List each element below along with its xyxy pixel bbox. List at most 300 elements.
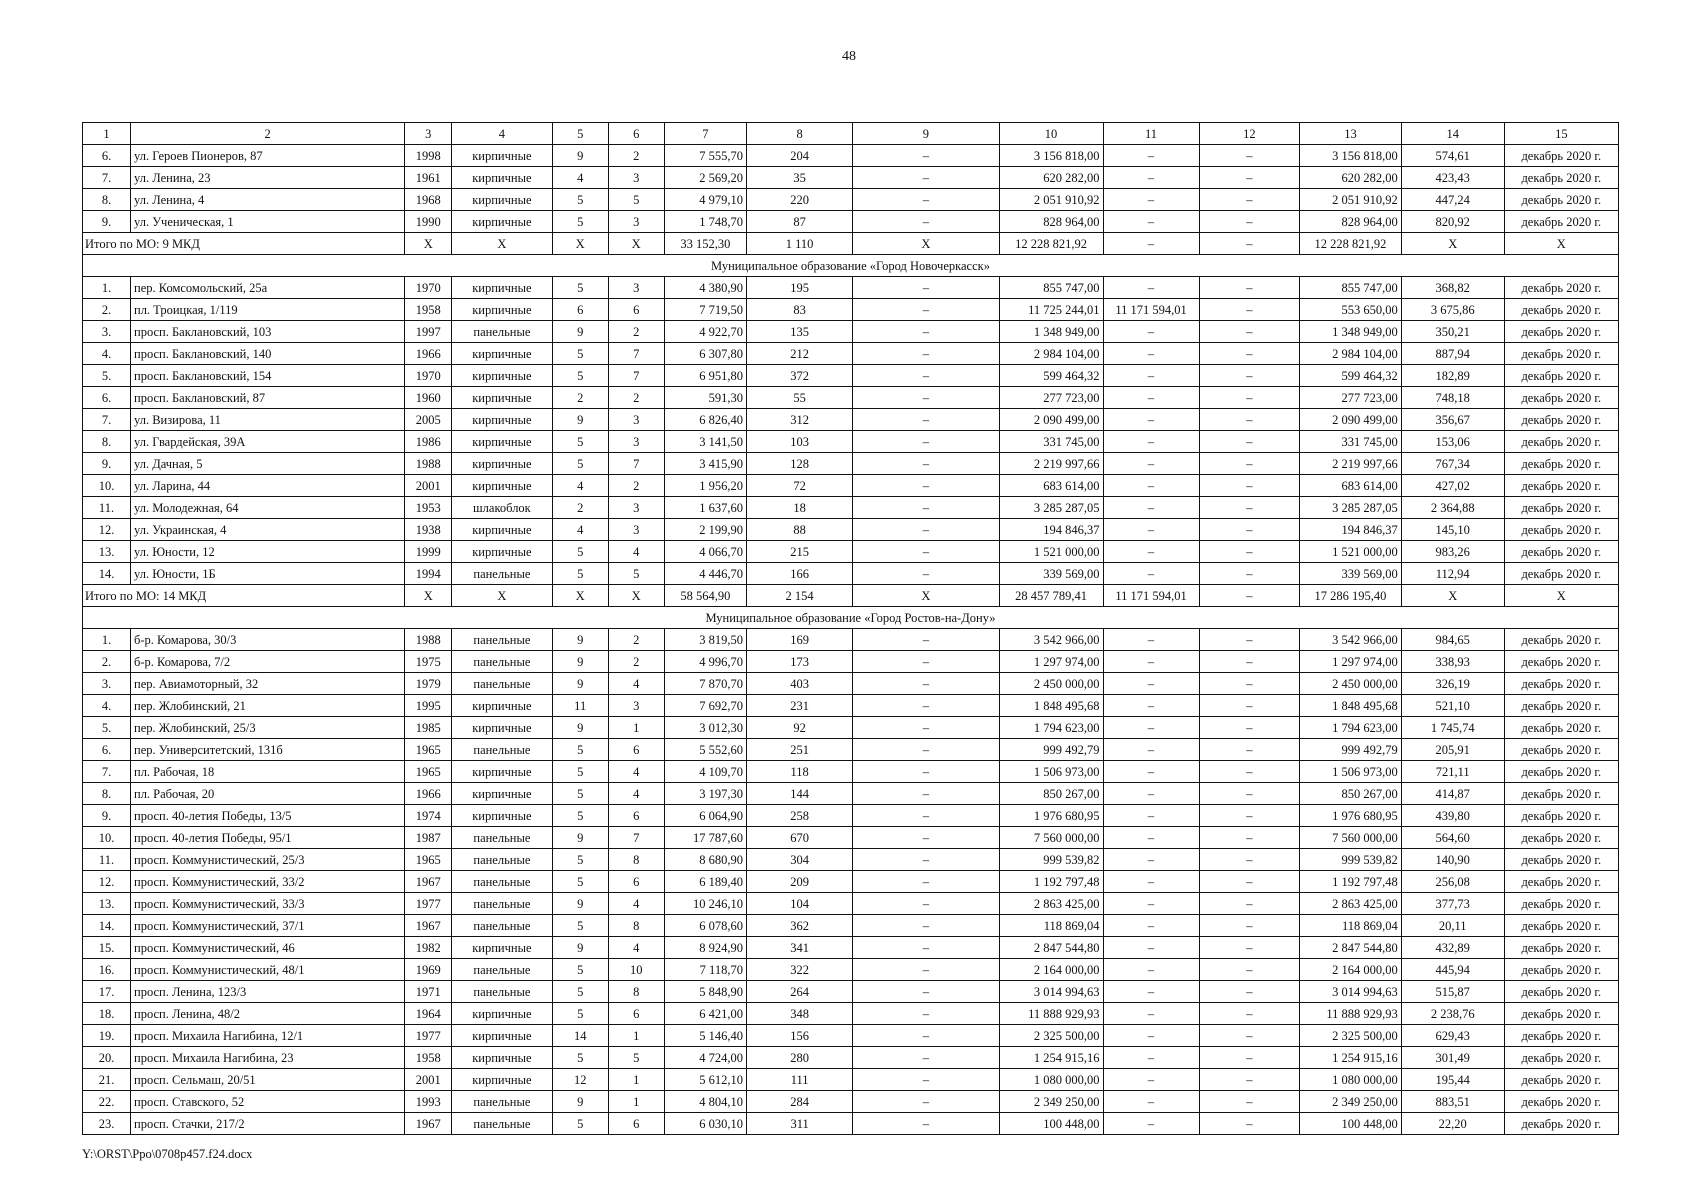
table-cell: 1966 [405,783,452,805]
table-cell: 1967 [405,915,452,937]
table-cell: ул. Визирова, 11 [131,409,405,431]
total-cell: 28 457 789,41 [999,585,1103,607]
table-cell: 620 282,00 [999,167,1103,189]
table-cell: ул. Ленина, 4 [131,189,405,211]
table-cell: 4 066,70 [664,541,746,563]
table-row [83,189,1619,211]
table-cell: – [1103,387,1199,409]
table-cell: 3 141,50 [664,431,746,453]
table-cell: 3 014 994,63 [999,981,1103,1003]
column-number-header: 12 [1199,123,1300,145]
table-cell: 220 [746,189,852,211]
table-cell: 1966 [405,343,452,365]
table-cell: 850 267,00 [999,783,1103,805]
table-cell: 5 [552,189,608,211]
table-cell: 7 692,70 [664,695,746,717]
table-cell: 5 [552,849,608,871]
table-cell: 6 421,00 [664,1003,746,1025]
table-cell: 100 448,00 [999,1113,1103,1135]
table-cell: 280 [746,1047,852,1069]
table-cell: 195 [746,277,852,299]
table-cell: 362 [746,915,852,937]
table-row [83,409,1619,431]
table-cell: 5 [552,365,608,387]
table-cell: – [853,871,999,893]
total-cell: Х [608,585,664,607]
table-cell: 4 804,10 [664,1091,746,1113]
table-cell: – [1199,299,1300,321]
table-cell: – [1199,717,1300,739]
table-cell: 6 [608,739,664,761]
table-cell: 1988 [405,453,452,475]
table-cell: ул. Гвардейская, 39А [131,431,405,453]
table-cell: 7 118,70 [664,959,746,981]
table-cell: 1990 [405,211,452,233]
table-cell: – [1199,431,1300,453]
table-cell: – [1199,871,1300,893]
table-cell: 1977 [405,1025,452,1047]
total-cell: Х [452,233,553,255]
table-cell: – [1103,409,1199,431]
table-cell: 135 [746,321,852,343]
table-cell: 6 307,80 [664,343,746,365]
table-cell: – [1103,365,1199,387]
table-cell: 1975 [405,651,452,673]
table-cell: 11 725 244,01 [999,299,1103,321]
table-row [83,321,1619,343]
table-cell: 182,89 [1401,365,1504,387]
table-cell: 4 [608,893,664,915]
table-cell: 7 870,70 [664,673,746,695]
table-cell: 6. [83,739,131,761]
table-cell: 1971 [405,981,452,1003]
table-cell: 301,49 [1401,1047,1504,1069]
table-row [83,629,1619,651]
table-cell: 1 080 000,00 [999,1069,1103,1091]
table-cell: декабрь 2020 г. [1504,673,1618,695]
table-cell: 2 349 250,00 [999,1091,1103,1113]
table-cell: – [1103,717,1199,739]
table-cell: просп. Стачки, 217/2 [131,1113,405,1135]
table-cell: декабрь 2020 г. [1504,805,1618,827]
table-cell: – [853,497,999,519]
table-cell: – [1199,1091,1300,1113]
table-row [83,695,1619,717]
table-cell: 3 675,86 [1401,299,1504,321]
table-cell: – [853,1025,999,1047]
table-cell: – [853,1069,999,1091]
table-cell: 1 956,20 [664,475,746,497]
table-cell: 2 [608,475,664,497]
table-cell: 9 [552,673,608,695]
table-cell: 591,30 [664,387,746,409]
table-cell: декабрь 2020 г. [1504,189,1618,211]
table-cell: 7. [83,409,131,431]
column-number-header: 10 [999,123,1103,145]
table-cell: 599 464,32 [999,365,1103,387]
table-cell: – [853,343,999,365]
table-cell: 1965 [405,849,452,871]
table-cell: 15. [83,937,131,959]
table-cell: декабрь 2020 г. [1504,937,1618,959]
table-cell: 1960 [405,387,452,409]
table-cell: 7 [608,827,664,849]
table-cell: декабрь 2020 г. [1504,783,1618,805]
table-cell: 3 [608,211,664,233]
table-cell: – [1103,321,1199,343]
table-cell: 564,60 [1401,827,1504,849]
table-cell: 999 539,82 [1300,849,1402,871]
table-cell: 3 [608,167,664,189]
table-cell: 173 [746,651,852,673]
table-cell: – [1103,805,1199,827]
table-cell: 1995 [405,695,452,717]
table-cell: 820,92 [1401,211,1504,233]
table-cell: 447,24 [1401,189,1504,211]
table-cell: – [1199,629,1300,651]
table-cell: 2 090 499,00 [999,409,1103,431]
table-cell: 1 848 495,68 [1300,695,1402,717]
table-cell: 1 297 974,00 [1300,651,1402,673]
table-cell: кирпичные [452,387,553,409]
table-cell: кирпичные [452,453,553,475]
table-cell: – [1103,431,1199,453]
table-row [83,1113,1619,1135]
table-cell: кирпичные [452,277,553,299]
table-cell: 5. [83,717,131,739]
table-cell: декабрь 2020 г. [1504,409,1618,431]
table-cell: 5 146,40 [664,1025,746,1047]
table-cell: декабрь 2020 г. [1504,167,1618,189]
table-cell: 10. [83,827,131,849]
table-cell: 3 156 818,00 [999,145,1103,167]
table-cell: 1 794 623,00 [1300,717,1402,739]
table-cell: 521,10 [1401,695,1504,717]
table-cell: 1958 [405,299,452,321]
table-cell: 339 569,00 [999,563,1103,585]
table-cell: 1994 [405,563,452,585]
table-cell: просп. Коммунистический, 48/1 [131,959,405,981]
table-cell: 5 [552,541,608,563]
table-cell: 6 [608,299,664,321]
table-cell: 10 246,10 [664,893,746,915]
table-cell: 1970 [405,365,452,387]
table-cell: 5 [552,959,608,981]
column-number-header: 3 [405,123,452,145]
table-cell: 828 964,00 [1300,211,1402,233]
table-cell: 4 [608,937,664,959]
table-cell: 2 364,88 [1401,497,1504,519]
table-cell: 1965 [405,761,452,783]
table-cell: 767,34 [1401,453,1504,475]
table-cell: 983,26 [1401,541,1504,563]
table-cell: просп. Баклановский, 140 [131,343,405,365]
table-cell: 8 [608,915,664,937]
table-cell: просп. Ленина, 123/3 [131,981,405,1003]
table-row [83,651,1619,673]
table-cell: 19. [83,1025,131,1047]
table-cell: 6 [552,299,608,321]
table-cell: 5 [608,1047,664,1069]
table-cell: декабрь 2020 г. [1504,387,1618,409]
table-cell: – [1103,1003,1199,1025]
table-cell: декабрь 2020 г. [1504,629,1618,651]
table-cell: 4 996,70 [664,651,746,673]
table-cell: 1 521 000,00 [1300,541,1402,563]
table-cell: просп. Баклановский, 87 [131,387,405,409]
table-cell: кирпичные [452,805,553,827]
table-cell: кирпичные [452,519,553,541]
total-cell: Х [1401,585,1504,607]
total-cell: Х [405,585,452,607]
table-cell: 350,21 [1401,321,1504,343]
table-cell: – [853,937,999,959]
table-cell: 1. [83,629,131,651]
table-cell: 1987 [405,827,452,849]
table-cell: – [1103,519,1199,541]
table-cell: 2 450 000,00 [1300,673,1402,695]
table-cell: – [1199,387,1300,409]
table-cell: 1964 [405,1003,452,1025]
municipality-section-title: Муниципальное образование «Город Новочеркасск» [83,255,1619,277]
table-cell: кирпичные [452,211,553,233]
table-cell: 670 [746,827,852,849]
column-number-header-row [83,123,1619,145]
table-cell: 4 [608,761,664,783]
table-cell: 2 569,20 [664,167,746,189]
table-cell: 4. [83,343,131,365]
table-cell: 258 [746,805,852,827]
table-cell: 2 325 500,00 [1300,1025,1402,1047]
table-cell: 326,19 [1401,673,1504,695]
table-cell: ул. Молодежная, 64 [131,497,405,519]
table-cell: шлакоблок [452,497,553,519]
total-cell: 12 228 821,92 [1300,233,1402,255]
total-cell: Х [552,233,608,255]
table-row [83,277,1619,299]
table-cell: 2 863 425,00 [999,893,1103,915]
table-cell: – [1199,739,1300,761]
table-cell: 1968 [405,189,452,211]
table-cell: 3 819,50 [664,629,746,651]
table-cell: 1 521 000,00 [999,541,1103,563]
table-row [83,431,1619,453]
table-cell: просп. Коммунистический, 46 [131,937,405,959]
table-cell: 1 080 000,00 [1300,1069,1402,1091]
table-cell: 11 888 929,93 [999,1003,1103,1025]
table-body [83,123,1619,1135]
table-cell: 1 297 974,00 [999,651,1103,673]
table-cell: просп. Ленина, 48/2 [131,1003,405,1025]
table-cell: 304 [746,849,852,871]
table-cell: 10. [83,475,131,497]
table-cell: кирпичные [452,431,553,453]
table-cell: 7 [608,343,664,365]
table-cell: декабрь 2020 г. [1504,277,1618,299]
total-row [83,233,1619,255]
table-cell: просп. Михаила Нагибина, 23 [131,1047,405,1069]
table-cell: панельные [452,959,553,981]
municipality-section-title: Муниципальное образование «Город Ростов-на-Дону» [83,607,1619,629]
total-cell: 2 154 [746,585,852,607]
table-cell: – [1199,783,1300,805]
table-cell: – [1199,145,1300,167]
table-cell: 3 542 966,00 [999,629,1103,651]
table-cell: 16. [83,959,131,981]
table-cell: 1 [608,1091,664,1113]
table-row [83,1025,1619,1047]
table-cell: 6 064,90 [664,805,746,827]
table-cell: 11 888 929,93 [1300,1003,1402,1025]
table-cell: 264 [746,981,852,1003]
table-cell: 2 238,76 [1401,1003,1504,1025]
table-cell: – [853,453,999,475]
table-cell: – [1103,849,1199,871]
table-cell: кирпичные [452,343,553,365]
table-cell: – [1103,937,1199,959]
table-cell: просп. Ставского, 52 [131,1091,405,1113]
table-cell: 748,18 [1401,387,1504,409]
table-cell: – [1199,277,1300,299]
table-cell: 2001 [405,1069,452,1091]
table-cell: ул. Героев Пионеров, 87 [131,145,405,167]
table-cell: 7. [83,167,131,189]
table-row [83,167,1619,189]
table-cell: 5 [552,981,608,1003]
table-cell: 5 [552,871,608,893]
table-cell: 277 723,00 [999,387,1103,409]
table-cell: – [853,145,999,167]
table-cell: кирпичные [452,695,553,717]
table-cell: 1 506 973,00 [1300,761,1402,783]
table-cell: – [853,409,999,431]
table-cell: 2 [552,387,608,409]
table-cell: 88 [746,519,852,541]
table-cell: 1 976 680,95 [999,805,1103,827]
table-cell: – [853,783,999,805]
table-cell: – [853,805,999,827]
table-cell: 683 614,00 [999,475,1103,497]
table-cell: 2 [608,629,664,651]
table-cell: – [853,1003,999,1025]
table-cell: 5 [552,739,608,761]
table-cell: ул. Юности, 12 [131,541,405,563]
total-cell: 12 228 821,92 [999,233,1103,255]
table-row [83,387,1619,409]
table-row [83,959,1619,981]
table-cell: 3. [83,321,131,343]
column-number-header: 1 [83,123,131,145]
table-cell: – [1103,145,1199,167]
total-label: Итого по МО: 14 МКД [83,585,405,607]
table-row [83,937,1619,959]
table-cell: 1. [83,277,131,299]
table-cell: декабрь 2020 г. [1504,519,1618,541]
table-cell: панельные [452,871,553,893]
table-cell: панельные [452,981,553,1003]
table-cell: 1 348 949,00 [1300,321,1402,343]
table-cell: 10 [608,959,664,981]
table-cell: декабрь 2020 г. [1504,475,1618,497]
table-cell: 83 [746,299,852,321]
table-cell: 2 847 544,80 [999,937,1103,959]
table-cell: 850 267,00 [1300,783,1402,805]
table-cell: 204 [746,145,852,167]
table-cell: 7 719,50 [664,299,746,321]
table-cell: – [1103,167,1199,189]
table-cell: – [1199,1025,1300,1047]
table-cell: панельные [452,827,553,849]
table-cell: 169 [746,629,852,651]
table-cell: 17. [83,981,131,1003]
table-row [83,145,1619,167]
table-cell: 5 [608,563,664,585]
table-cell: просп. 40-летия Победы, 13/5 [131,805,405,827]
table-cell: 13. [83,541,131,563]
table-cell: ул. Дачная, 5 [131,453,405,475]
table-cell: 5 [552,211,608,233]
table-cell: – [1199,695,1300,717]
table-cell: декабрь 2020 г. [1504,1091,1618,1113]
table-cell: 339 569,00 [1300,563,1402,585]
table-cell: 1 506 973,00 [999,761,1103,783]
table-cell: ул. Ленина, 23 [131,167,405,189]
total-cell: – [1199,233,1300,255]
table-cell: 9 [552,145,608,167]
table-cell: – [1103,673,1199,695]
table-cell: 999 539,82 [999,849,1103,871]
table-cell: 1 637,60 [664,497,746,519]
table-cell: декабрь 2020 г. [1504,739,1618,761]
table-cell: 999 492,79 [999,739,1103,761]
table-cell: кирпичные [452,475,553,497]
table-cell: 6 078,60 [664,915,746,937]
table-cell: 9 [552,321,608,343]
table-row [83,475,1619,497]
table-cell: 231 [746,695,852,717]
table-cell: 2 450 000,00 [999,673,1103,695]
table-cell: – [1199,673,1300,695]
table-cell: – [1103,827,1199,849]
table-cell: 4 724,00 [664,1047,746,1069]
table-cell: пер. Жлобинский, 21 [131,695,405,717]
table-cell: 1 745,74 [1401,717,1504,739]
total-label: Итого по МО: 9 МКД [83,233,405,255]
table-cell: 403 [746,673,852,695]
table-cell: – [1199,959,1300,981]
table-cell: 8 924,90 [664,937,746,959]
table-cell: 2 [608,651,664,673]
table-cell: 12. [83,871,131,893]
table-cell: 5 [552,915,608,937]
table-cell: 1977 [405,893,452,915]
table-cell: 205,91 [1401,739,1504,761]
table-cell: 18. [83,1003,131,1025]
table-cell: декабрь 2020 г. [1504,563,1618,585]
table-cell: 1988 [405,629,452,651]
table-cell: 1 [608,1025,664,1047]
table-cell: декабрь 2020 г. [1504,1025,1618,1047]
table-cell: 721,11 [1401,761,1504,783]
table-row [83,673,1619,695]
table-cell: 855 747,00 [1300,277,1402,299]
table-cell: 3 [608,409,664,431]
table-cell: 6. [83,387,131,409]
table-cell: декабрь 2020 г. [1504,959,1618,981]
table-cell: ул. Украинская, 4 [131,519,405,541]
table-cell: 194 846,37 [999,519,1103,541]
table-cell: 7 [608,453,664,475]
